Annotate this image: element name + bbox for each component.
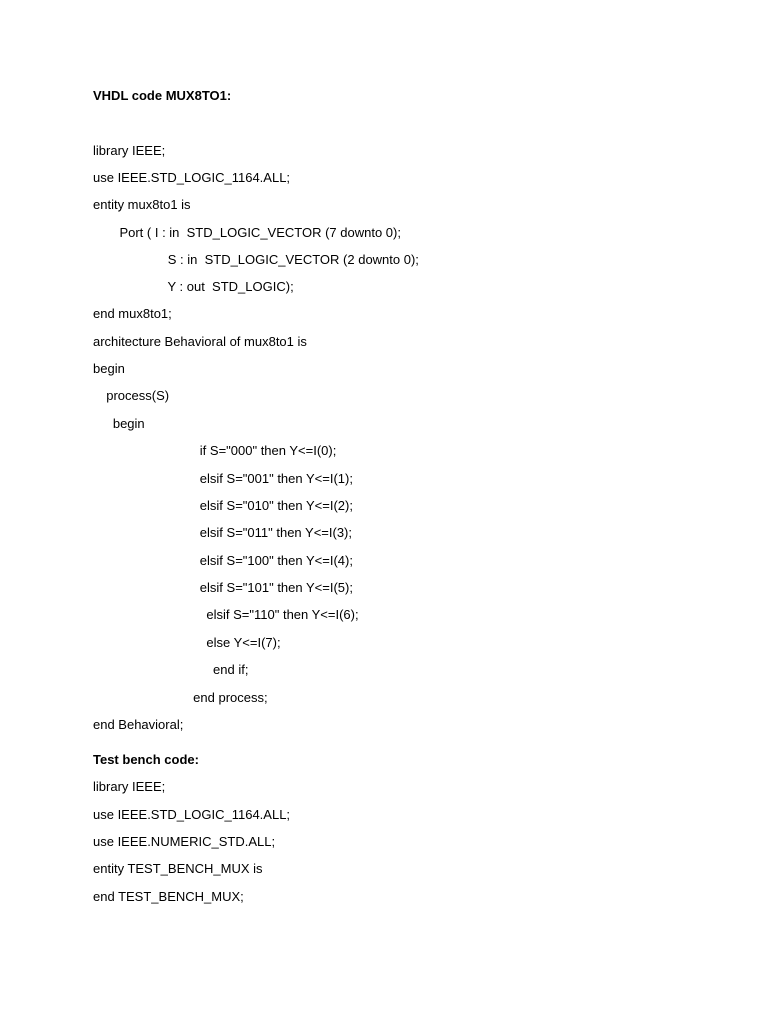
code-line: process(S) — [99, 388, 170, 403]
code-line: elsif S="100" then Y<=I(4); — [142, 553, 353, 568]
code-line: end Behavioral; — [93, 717, 184, 732]
code-line: Port ( I : in STD_LOGIC_VECTOR (7 downto 0); — [105, 225, 401, 240]
testbench-line: entity TEST_BENCH_MUX is — [93, 861, 263, 876]
testbench-line: library IEEE; — [93, 779, 166, 794]
code-line: end if; — [148, 662, 249, 677]
code-line: library IEEE; — [93, 143, 166, 158]
code-line: end mux8to1; — [93, 306, 172, 321]
code-line: else Y<=I(7); — [145, 635, 281, 650]
code-line: begin — [102, 416, 145, 431]
testbench-line: end TEST_BENCH_MUX; — [93, 889, 244, 904]
code-line: use IEEE.STD_LOGIC_1164.ALL; — [93, 170, 291, 185]
heading-vhdl-code: VHDL code MUX8TO1: — [93, 88, 232, 103]
code-line: end process; — [139, 690, 268, 705]
heading-test-bench: Test bench code: — [93, 752, 199, 767]
code-line: elsif S="011" then Y<=I(3); — [142, 525, 352, 540]
code-line: elsif S="101" then Y<=I(5); — [142, 580, 353, 595]
code-line: begin — [93, 361, 125, 376]
code-line: Y : out STD_LOGIC); — [128, 279, 294, 294]
code-line: entity mux8to1 is — [93, 197, 191, 212]
code-line: elsif S="110" then Y<=I(6); — [145, 607, 359, 622]
testbench-line: use IEEE.STD_LOGIC_1164.ALL; — [93, 807, 291, 822]
code-line: elsif S="010" then Y<=I(2); — [142, 498, 353, 513]
code-line: architecture Behavioral of mux8to1 is — [93, 334, 307, 349]
testbench-line: use IEEE.NUMERIC_STD.ALL; — [93, 834, 276, 849]
code-line: S : in STD_LOGIC_VECTOR (2 downto 0); — [128, 252, 419, 267]
code-line: if S="000" then Y<=I(0); — [142, 443, 337, 458]
code-line: elsif S="001" then Y<=I(1); — [142, 471, 353, 486]
